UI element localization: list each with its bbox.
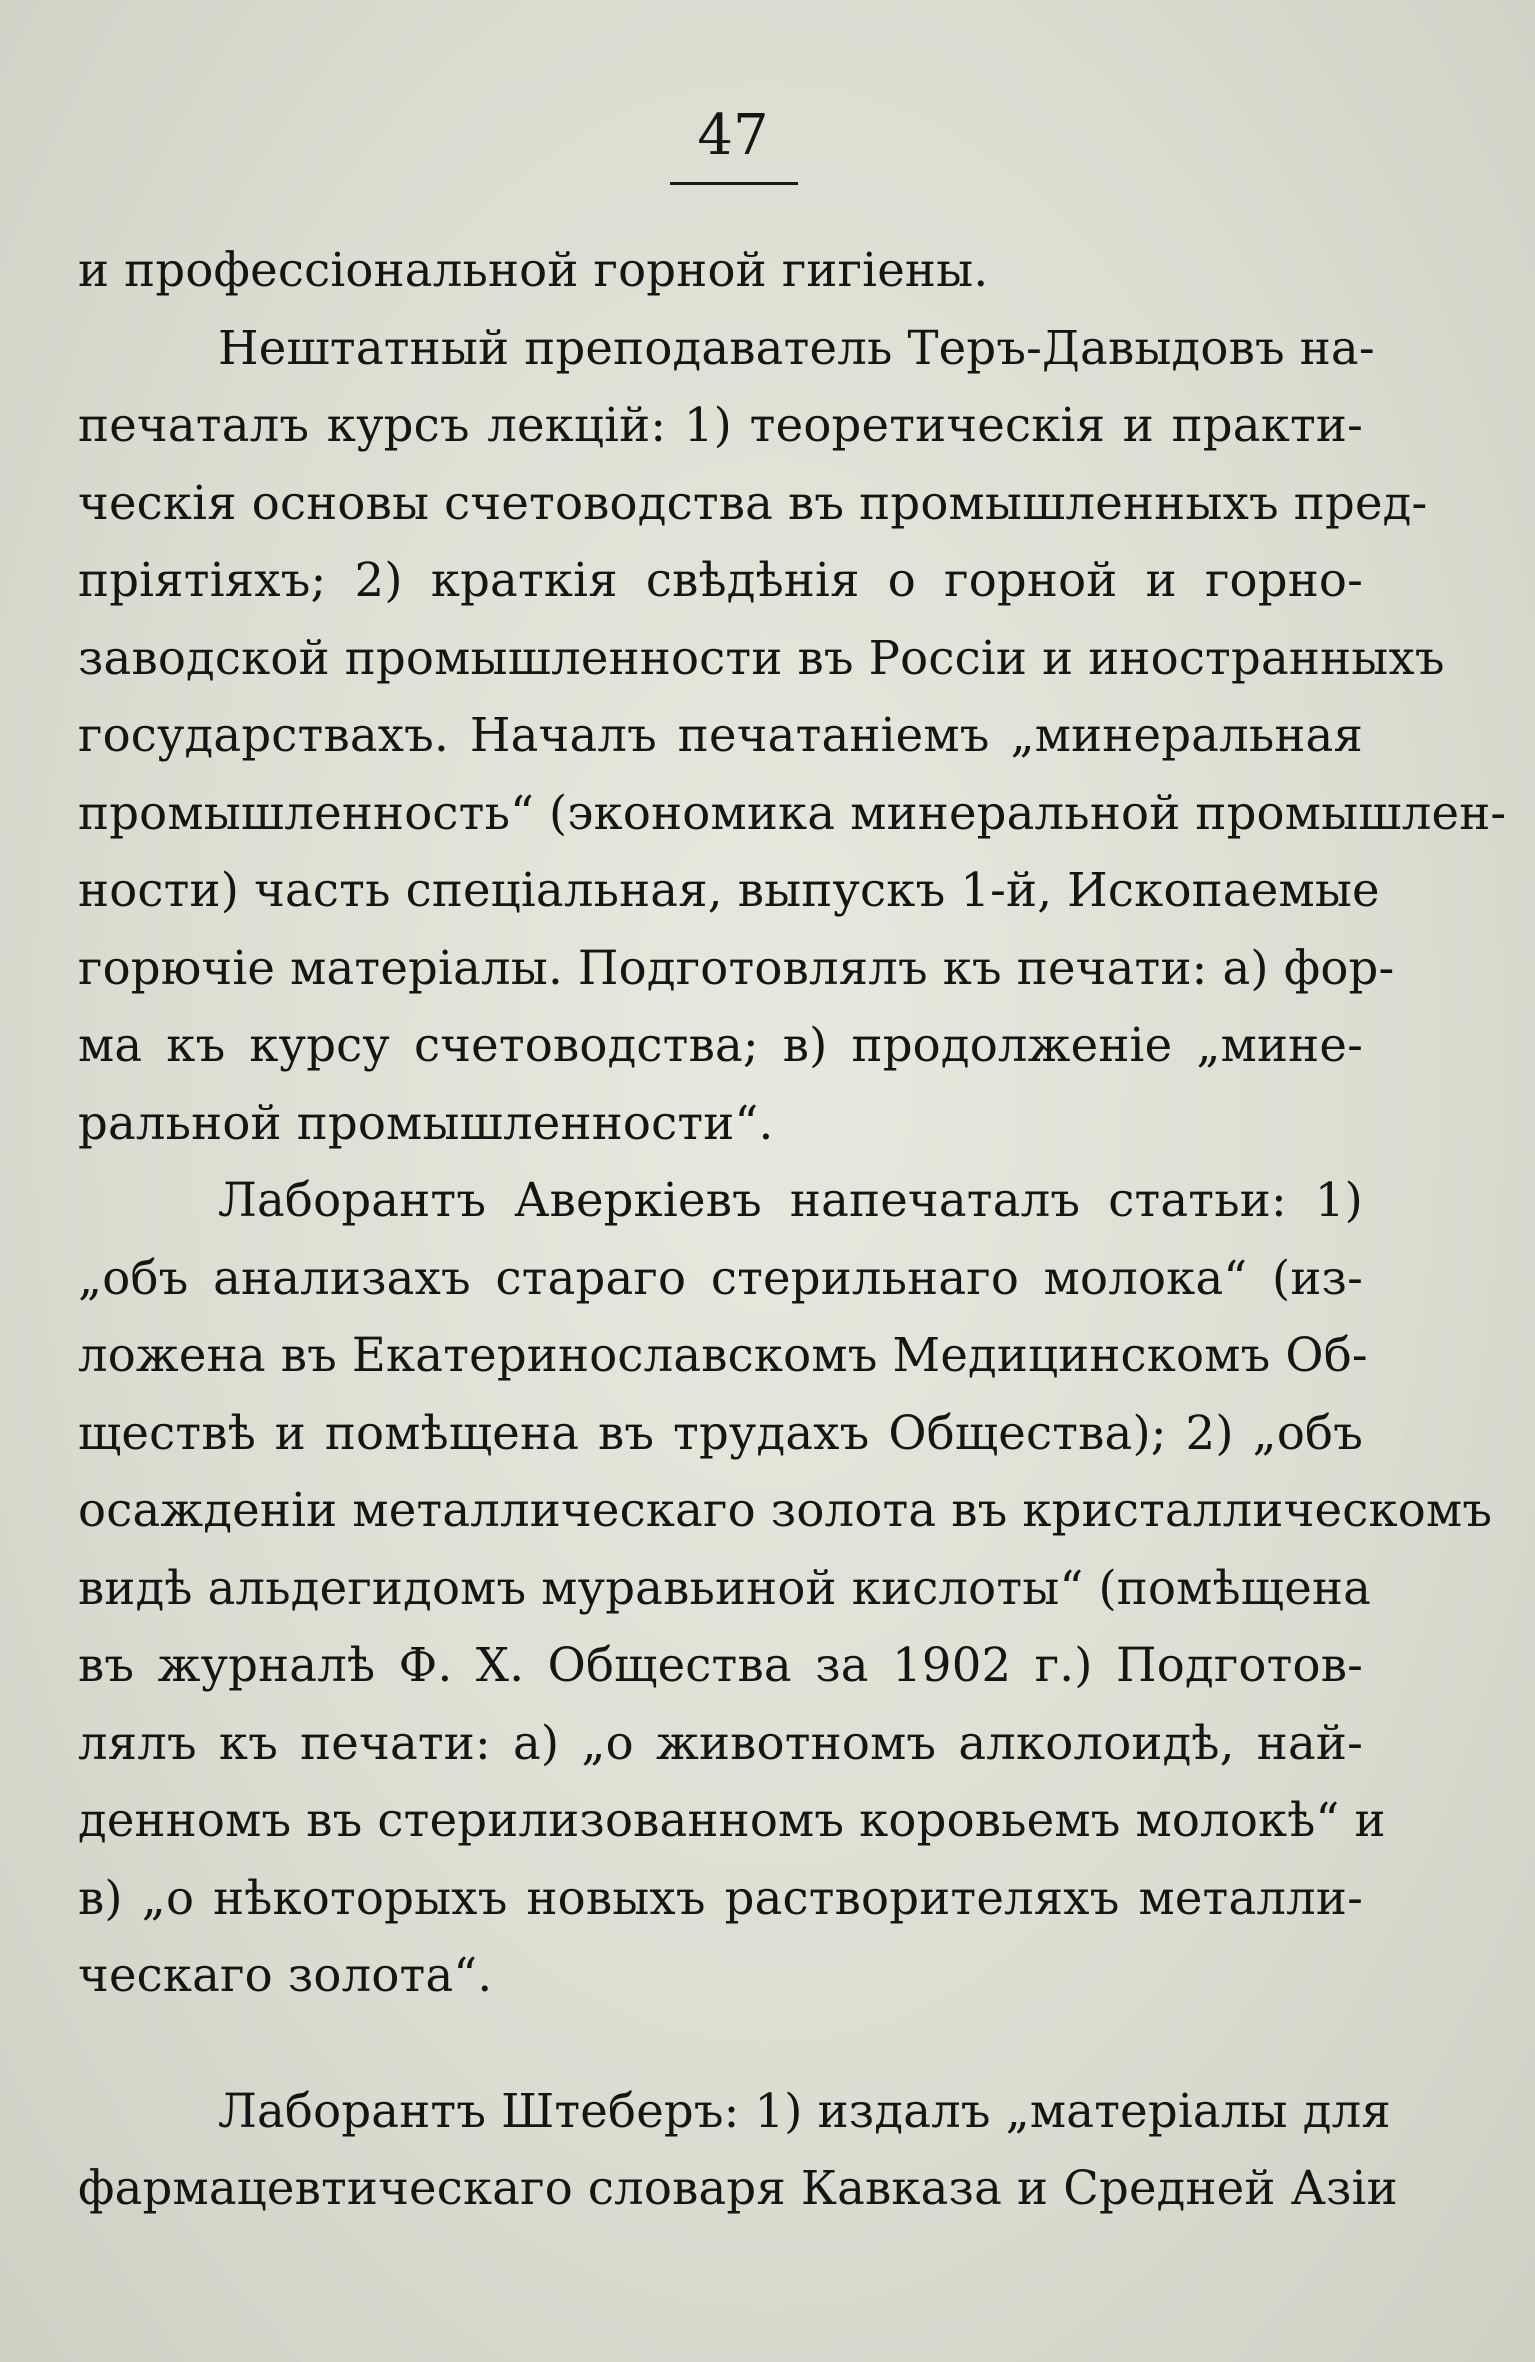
text-line: промышленность“ (экономика минеральной промышлен- <box>78 785 1507 840</box>
text-line: ческія основы счетоводства въ промышленныхъ пред- <box>78 475 1428 530</box>
text-line: осажденіи металлическаго золота въ кристаллическомъ <box>78 1483 1493 1537</box>
paragraph-gap <box>78 2015 1363 2073</box>
page-number-underline <box>670 182 798 185</box>
text-line: въ журналѣ Ф. Х. Общества за 1902 г.) Подготов- <box>78 1638 1363 1692</box>
text-line: печаталъ курсъ лекцій: 1) теоретическія и практи- <box>78 398 1363 452</box>
text-line: пріятіяхъ; 2) краткія свѣдѣнія о горной и горно- <box>78 553 1363 607</box>
text-line: ральной промышленности“. <box>78 1095 774 1150</box>
page-number: 47 <box>697 103 769 168</box>
text-line: государствахъ. Началъ печатаніемъ „минеральная <box>78 708 1363 762</box>
text-line: лялъ къ печати: а) „о животномъ алколоидѣ, най- <box>78 1715 1363 1770</box>
body-text <box>78 232 1507 2228</box>
text-line: денномъ въ стерилизованномъ коровьемъ молокѣ“ и <box>78 1793 1386 1847</box>
text-line: заводской промышленности въ Россіи и иностранныхъ <box>78 630 1445 685</box>
text-line: фармацевтическаго словаря Кавказа и Средней Азіи <box>78 2161 1398 2215</box>
text-line: ложена въ Екатеринославскомъ Медицинскомъ Об- <box>78 1328 1368 1382</box>
text-line: „объ анализахъ стараго стерильнаго молока“ (из- <box>78 1250 1363 1305</box>
text-line: в) „о нѣкоторыхъ новыхъ растворителяхъ металли- <box>78 1870 1363 1925</box>
text-line: горючіе матеріалы. Подготовлялъ къ печати: а) фор- <box>78 940 1395 995</box>
text-line: ческаго золота“. <box>78 1948 493 2002</box>
text-line: ществѣ и помѣщена въ трудахъ Общества); 2) „объ <box>78 1405 1363 1460</box>
text-line: и профессіональной горной гигіены. <box>78 243 989 297</box>
text-line: ности) часть спеціальная, выпускъ 1-й, Ископаемые <box>78 863 1380 917</box>
text-line: Лаборантъ Штеберъ: 1) издалъ „матеріалы для <box>218 2083 1391 2138</box>
text-line: Лаборантъ Аверкіевъ напечаталъ статьи: 1) <box>218 1173 1363 1227</box>
text-line: ма къ курсу счетоводства; в) продолженіе „мине- <box>78 1018 1363 1072</box>
text-line: Нештатный преподаватель Теръ-Давыдовъ на- <box>218 320 1375 375</box>
text-line: видѣ альдегидомъ муравьиной кислоты“ (помѣщена <box>78 1560 1372 1615</box>
